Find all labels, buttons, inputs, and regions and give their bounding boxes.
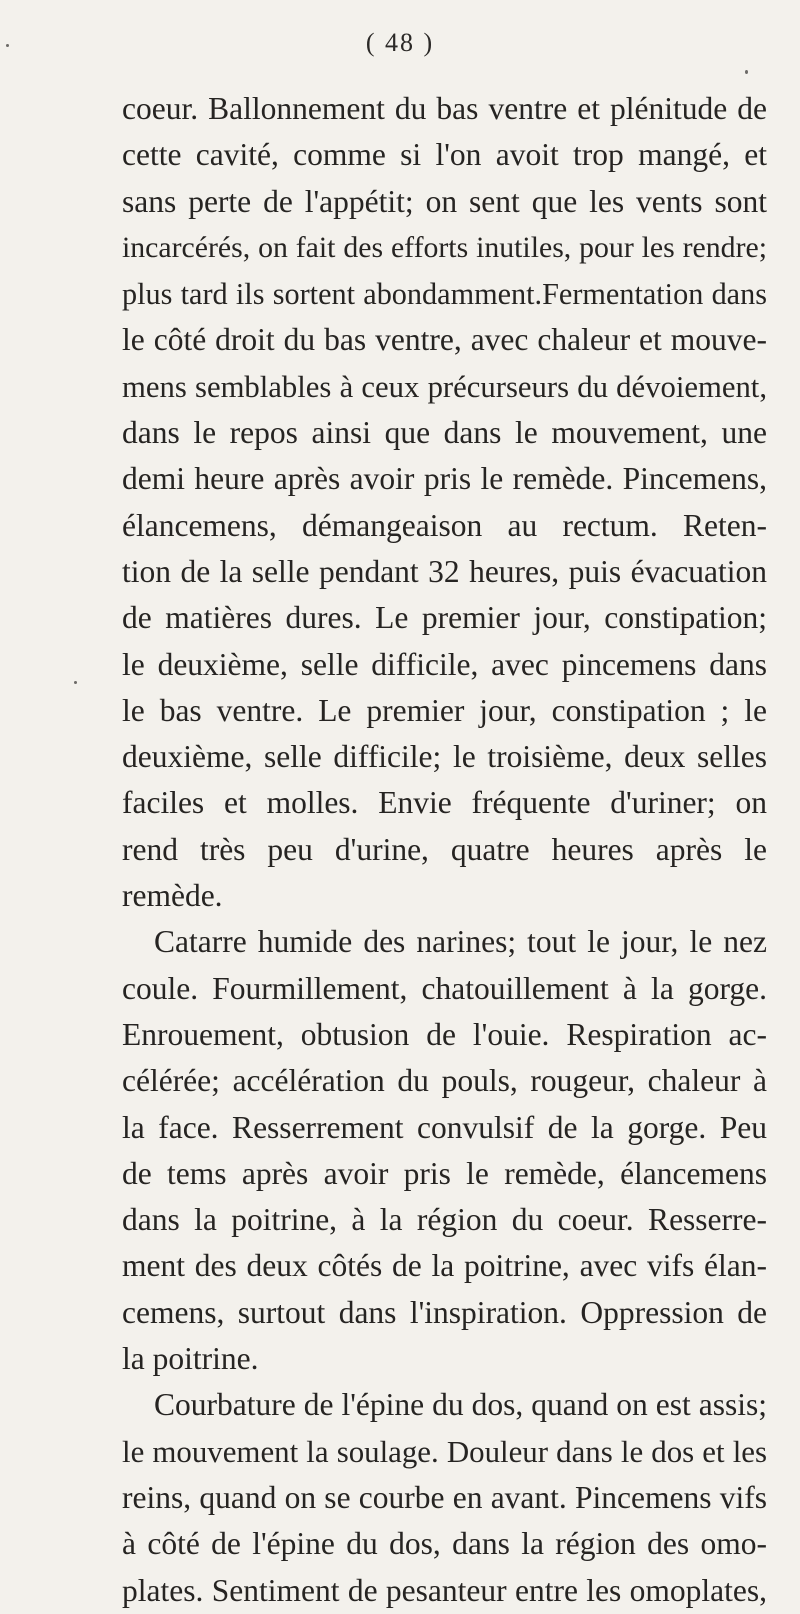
text-line: deuxième, selle difficile; le troisième, deux selles — [122, 739, 767, 775]
page-number: ( 48 ) — [365, 28, 435, 57]
text-line: dans la poitrine, à la région du coeur. Resserre- — [122, 1202, 767, 1238]
text-line: faciles et molles. Envie fréquente d'uriner; on — [122, 785, 767, 821]
text-line: plates. Sentiment de pesanteur entre les omoplates, — [122, 1572, 767, 1608]
text-line: demi heure après avoir pris le remède. Pincemens, — [122, 461, 767, 497]
text-line: Courbature de l'épine du dos, quand on est assis; — [154, 1387, 767, 1423]
text-line: rend très peu d'urine, quatre heures après le — [122, 831, 767, 867]
text-line: cette cavité, comme si l'on avoit trop mangé, et — [122, 137, 767, 173]
text-line: Catarre humide des narines; tout le jour, le nez — [154, 924, 767, 960]
text-line: Enrouement, obtusion de l'ouie. Respiration ac- — [122, 1016, 767, 1052]
text-line: de matières dures. Le premier jour, constipation; — [122, 600, 767, 636]
text-line: le deuxième, selle difficile, avec pincemens dans — [122, 646, 767, 682]
text-line: célérée; accélération du pouls, rougeur, chaleur à — [122, 1063, 767, 1099]
text-line: ment des deux côtés de la poitrine, avec vifs élan- — [122, 1248, 767, 1284]
text-line: de tems après avoir pris le remède, élancemens — [122, 1155, 767, 1191]
text-line: incarcérés, on fait des efforts inutiles, pour les rendre; — [122, 230, 767, 264]
text-line: sans perte de l'appétit; on sent que les vents sont — [122, 183, 767, 219]
text-line: coeur. Ballonnement du bas ventre et plénitude de — [122, 91, 767, 126]
body-text — [122, 86, 767, 1614]
text-line: le bas ventre. Le premier jour, constipation ; le — [122, 692, 767, 728]
text-line: la poitrine. — [122, 1341, 259, 1377]
text-line: tion de la selle pendant 32 heures, puis évacuation — [122, 553, 767, 589]
text-line: le côté droit du bas ventre, avec chaleur et mouve- — [122, 322, 767, 358]
text-line: remède. — [122, 878, 223, 914]
paper-speck — [745, 70, 748, 74]
text-line: reins, quand on se courbe en avant. Pincemens vifs — [122, 1479, 767, 1515]
paper-speck — [74, 681, 77, 684]
text-line: la face. Resserrement convulsif de la gorge. Peu — [122, 1109, 767, 1145]
text-line: élancemens, démangeaison au rectum. Reten- — [122, 507, 767, 543]
text-line: cemens, surtout dans l'inspiration. Oppression de — [122, 1294, 767, 1330]
text-line: coule. Fourmillement, chatouillement à la gorge. — [122, 970, 767, 1006]
text-line: le mouvement la soulage. Douleur dans le dos et les — [122, 1433, 767, 1469]
text-line: à côté de l'épine du dos, dans la région des omo- — [122, 1526, 767, 1562]
text-line: plus tard ils sortent abondamment.Fermentation dans — [122, 277, 767, 312]
text-line: dans le repos ainsi que dans le mouvement, une — [122, 415, 767, 451]
text-line: mens semblables à ceux précurseurs du dévoiement, — [122, 369, 767, 404]
